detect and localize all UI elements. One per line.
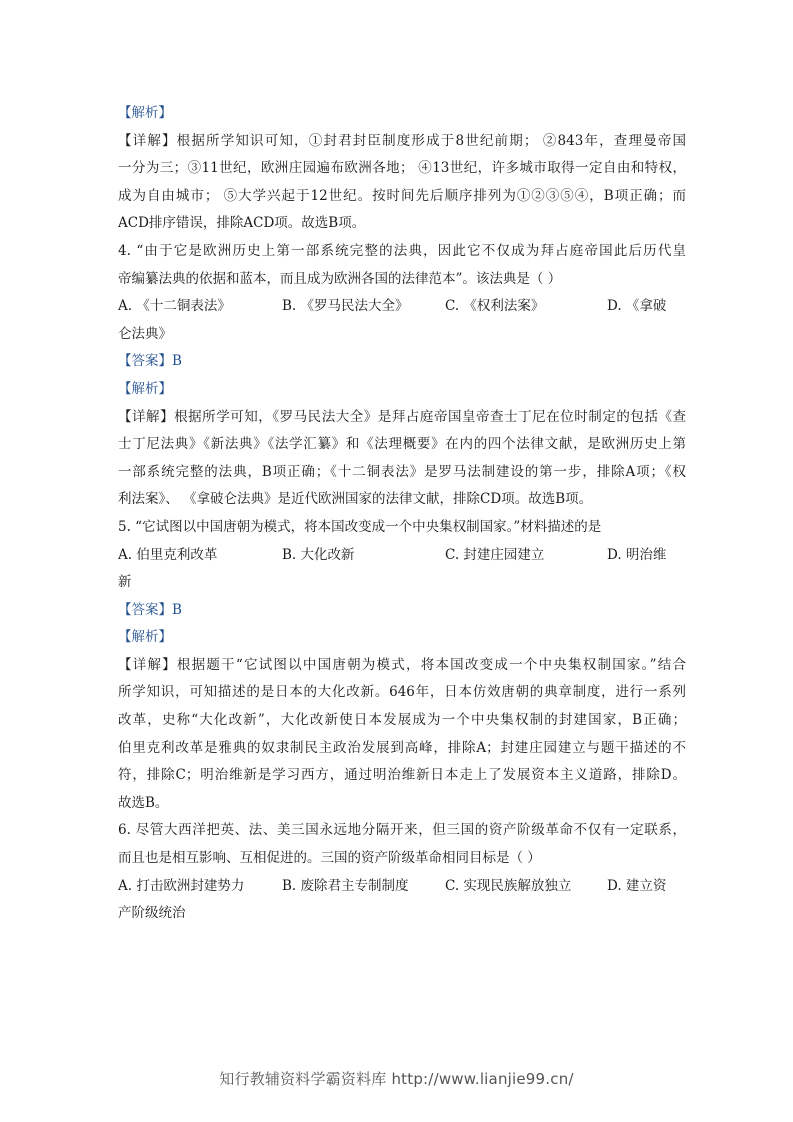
option-d: D. 建立资 — [607, 877, 667, 894]
question-6-options — [118, 873, 686, 901]
question-4-stem: 帝编纂法典的依据和蓝本，而且成为欧洲各国的法律范本”。该法典是（ ） — [118, 270, 562, 287]
detail-line: 符，排除C；明治维新是学习西方，通过明治维新日本走上了发展资本主义道路，排除D。 — [118, 767, 686, 784]
footer-watermark: 知行教辅资料学霸资料库 http://www.lianjie99.cn/ — [219, 1070, 574, 1088]
option-d: D. 《拿破 — [607, 298, 667, 315]
analysis-label: 【解析】 — [118, 105, 172, 121]
detail-line: 【详解】根据题干“它试图以中国唐朝为模式，将本国改变成一个中央集权制国家。”结合 — [118, 656, 686, 673]
document-body — [118, 100, 686, 928]
option-a: A. 打击欧洲封建势力 — [118, 877, 245, 894]
detail-line: 一部系统完整的法典，B项正确；《十二铜表法》是罗马法制建设的第一步，排除A项；《权 — [118, 463, 686, 480]
option-c: C. 《权利法案》 — [445, 298, 545, 315]
option-d-continued: 产阶级统治 — [118, 905, 186, 922]
detail-line: 【详解】根据所学可知，《罗马民法大全》是拜占庭帝国皇帝查士丁尼在位时制定的包括《查 — [118, 408, 686, 425]
detail-line: ACD排序错误，排除ACD项。故选B项。 — [118, 215, 366, 232]
option-c: C. 封建庄园建立 — [445, 546, 545, 563]
question-5-options — [118, 542, 686, 570]
option-d-continued: 仑法典》 — [118, 325, 172, 342]
option-b: B. 大化改新 — [282, 546, 355, 563]
detail-line: 一分为三；③11世纪，欧洲庄园遍布欧洲各地； ④13世纪，许多城市取得一定自由和特权， — [118, 160, 686, 177]
option-b: B. 废除君主专制制度 — [282, 877, 409, 894]
option-d: D. 明治维 — [607, 546, 667, 563]
question-4-stem: 4. “由于它是欧洲历史上第一部系统完整的法典，因此它不仅成为拜占庭帝国此后历代皇 — [118, 242, 686, 259]
analysis-label: 【解析】 — [118, 629, 172, 646]
detail-line: 士丁尼法典》《新法典》《法学汇纂》和《法理概要》在内的四个法律文献，是欧洲历史上第 — [118, 436, 686, 453]
detail-line: 伯里克利改革是雅典的奴隶制民主政治发展到高峰，排除A；封建庄园建立与题干描述的不 — [118, 739, 686, 756]
question-5-stem: 5. “它试图以中国唐朝为模式，将本国改变成一个中央集权制国家。”材料描述的是 — [118, 518, 602, 535]
detail-line: 【详解】根据所学知识可知，①封君封臣制度形成于8世纪前期； ②843年，查理曼帝国 — [118, 132, 686, 149]
detail-line: 利法案》、 《拿破仑法典》是近代欧洲国家的法律文献，排除CD项。故选B项。 — [118, 491, 593, 508]
option-a: A. 《十二铜表法》 — [118, 298, 231, 315]
question-4-options — [118, 293, 686, 321]
option-c: C. 实现民族解放独立 — [445, 877, 572, 894]
detail-line: 改革，史称“大化改新”，大化改新使日本发展成为一个中央集权制的封建国家，B正确； — [118, 712, 686, 729]
option-a: A. 伯里克利改革 — [118, 546, 218, 563]
answer-label: 【答案】B — [118, 353, 182, 370]
analysis-label: 【解析】 — [118, 380, 172, 397]
detail-line: 所学知识，可知描述的是日本的大化改新。646年，日本仿效唐朝的典章制度，进行一系列 — [118, 684, 686, 701]
detail-line: 故选B。 — [118, 794, 169, 811]
question-6-stem: 6. 尽管大西洋把英、法、美三国永远地分隔开来，但三国的资产阶级革命不仅有一定联系， — [118, 822, 686, 839]
option-d-continued: 新 — [118, 574, 132, 591]
detail-line: 成为自由城市； ⑤大学兴起于12世纪。按时间先后顺序排列为①②③⑤④，B项正确；而 — [118, 187, 686, 204]
answer-label: 【答案】B — [118, 601, 182, 618]
question-6-stem: 而且也是相互影响、互相促进的。三国的资产阶级革命相同目标是（ ） — [118, 850, 541, 867]
option-b: B. 《罗马民法大全》 — [282, 298, 409, 315]
